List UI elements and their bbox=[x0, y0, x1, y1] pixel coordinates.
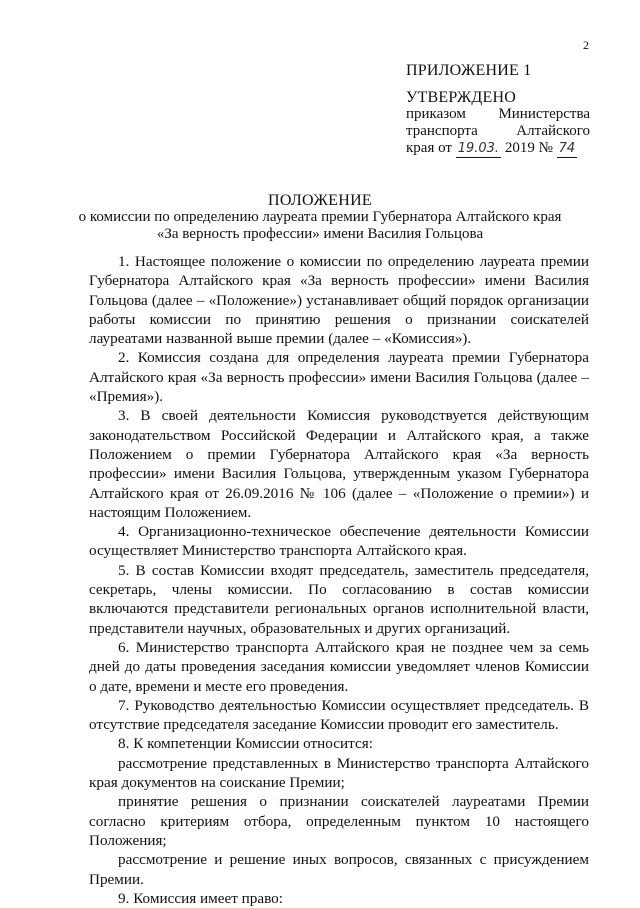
approval-date-prefix: края от bbox=[406, 140, 452, 156]
document-subtitle-1: о комиссии по определению лауреата премии Губернатора Алтайского края bbox=[78, 209, 562, 225]
appendix-label: ПРИЛОЖЕНИЕ 1 bbox=[406, 62, 532, 79]
paragraph-7: 7. Руководство деятельностью Комиссии осуществляет председатель. В отсутствие председателя заседание Комиссии проводит его заместитель. bbox=[89, 696, 589, 734]
approval-year: 2019 № bbox=[504, 140, 553, 156]
document-body bbox=[89, 252, 589, 908]
approval-line-1: приказом Министерства bbox=[406, 106, 590, 122]
handwritten-number: 74 bbox=[558, 141, 576, 156]
paragraph-1: 1. Настоящее положение о комиссии по определению лауреата премии Губернатора Алтайского края «За верность профессии» имени Василия Гольцова (далее – «Положение») устанавливает общий порядок организации работы комиссии по принятию решения о признании соискателей лауреатами названной выше премии (далее – «Комиссия»). bbox=[89, 253, 589, 348]
page-number: 2 bbox=[583, 38, 589, 52]
competence-item-2: принятие решения о признании соискателей лауреатами Премии согласно критериям отбора, определенным пунктом 10 настоящего Положения; bbox=[89, 793, 589, 849]
approval-line-3 bbox=[406, 140, 590, 158]
approval-block bbox=[406, 62, 590, 158]
paragraph-5: 5. В состав Комиссии входят председатель, заместитель председателя, секретарь, члены комиссии. По согласованию в состав комиссии включаются представители региональных органов исполнительной власти, представители научных, образовательных и других организаций. bbox=[89, 561, 589, 637]
paragraph-4: 4. Организационно-техническое обеспечение деятельности Комиссии осуществляет Министерство транспорта Алтайского края. bbox=[89, 523, 589, 560]
approved-label: УТВЕРЖДЕНО bbox=[406, 89, 517, 106]
paragraph-8: 8. К компетенции Комиссии относится: bbox=[118, 735, 373, 753]
competence-item-3: рассмотрение и решение иных вопросов, связанных с присуждением Премии. bbox=[89, 851, 589, 888]
paragraph-9: 9. Комиссия имеет право: bbox=[118, 889, 283, 907]
document-subtitle-2: «За верность профессии» имени Василия Гольцова bbox=[156, 226, 484, 242]
handwritten-date: 19.03. bbox=[457, 141, 500, 156]
paragraph-6: 6. Министерство транспорта Алтайского края не позднее чем за семь дней до даты проведения заседания комиссии уведомляет членов Комиссии о дате, времени и месте его проведения. bbox=[89, 638, 589, 695]
document-title: ПОЛОЖЕНИЕ bbox=[267, 192, 372, 209]
approval-line-2: транспорта Алтайского bbox=[406, 123, 590, 139]
competence-item-1: рассмотрение представленных в Министерство транспорта Алтайского края документов на соискание Премии; bbox=[89, 754, 589, 792]
paragraph-3: 3. В своей деятельности Комиссия руководствуется действующим законодательством Российской Федерации и Алтайского края, а также Положением о премии Губернатора Алтайского края «За верность профессии» имени Василия Гольцова, утвержденным указом Губернатора Алтайского края от 26.09.2016 № 106 (далее – «Положение о премии») и настоящим Положением. bbox=[89, 407, 589, 521]
paragraph-2: 2. Комиссия создана для определения лауреата премии Губернатора Алтайского края «За верность профессии» имени Василия Гольцова (далее – «Премия»). bbox=[89, 349, 589, 406]
document-heading bbox=[0, 192, 640, 243]
